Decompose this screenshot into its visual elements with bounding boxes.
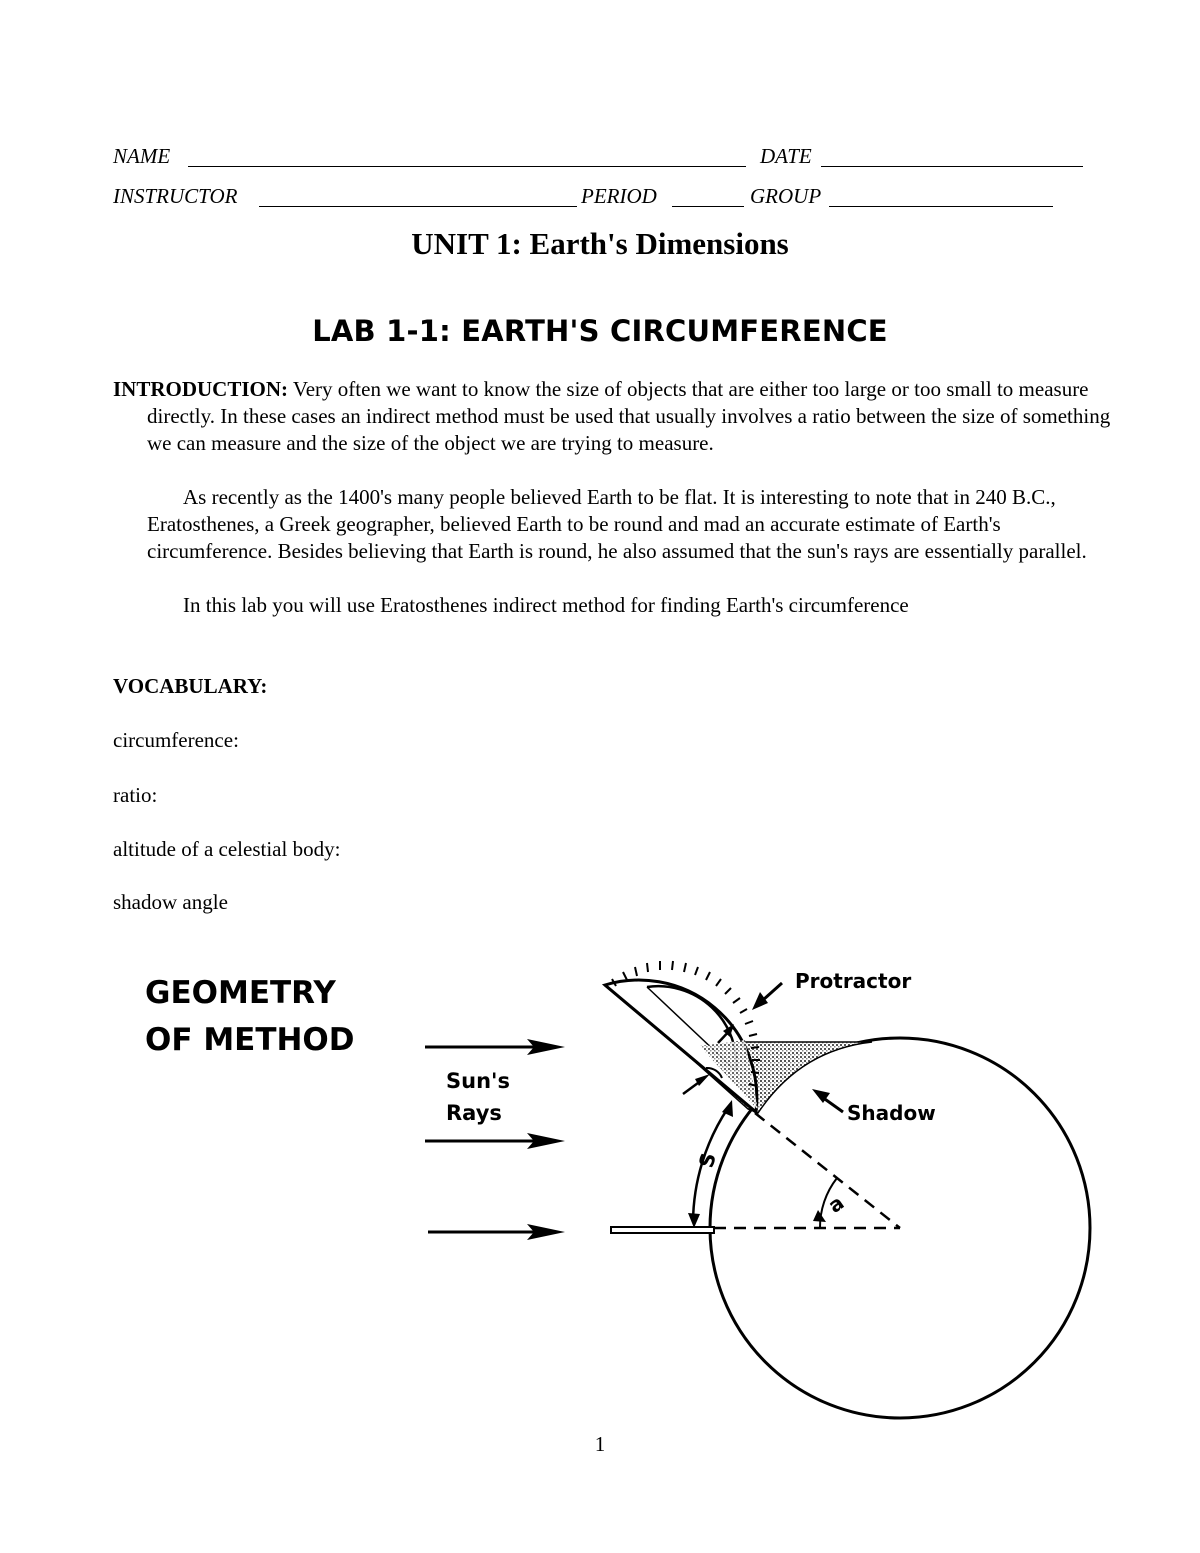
gnomon-stick-lower bbox=[611, 1227, 714, 1233]
period-label: PERIOD bbox=[581, 184, 657, 208]
instructor-label: INSTRUCTOR bbox=[113, 184, 238, 208]
introduction-paragraph bbox=[113, 376, 1127, 457]
introduction-text-1: Very often we want to know the size of objects that are either too large or too small to measure directly. In these cases an indirect method must be used that usually involves a ratio between the size of something we can measure and the size of the object we are trying to measure. bbox=[147, 377, 1111, 455]
vocab-item-ratio: ratio: bbox=[113, 783, 158, 807]
angle-label-a: a bbox=[823, 1190, 849, 1218]
sun-ray-arrow-middle bbox=[425, 1133, 565, 1149]
vocabulary-label: VOCABULARY: bbox=[113, 674, 268, 698]
introduction-paragraph-3: In this lab you will use Eratosthenes indirect method for finding Earth's circumference bbox=[183, 593, 909, 617]
group-label: GROUP bbox=[750, 184, 822, 208]
arc-label-s: S bbox=[693, 1150, 721, 1171]
introduction-paragraph-2: As recently as the 1400's many people believed Earth to be flat. It is interesting to note that in 240 B.C., Eratosthenes, a Greek geographer, believed Earth to be round and mad an accurate estimate of Earth's circumference. Besides believing that Earth is round, he also assumed that the sun's rays are essentially parallel. bbox=[147, 485, 1087, 563]
vocab-item-circumference: circumference: bbox=[113, 728, 239, 752]
sun-ray-arrow-top bbox=[425, 1039, 565, 1055]
period-field[interactable] bbox=[672, 206, 744, 207]
geometry-figure bbox=[0, 940, 1200, 1420]
figure-title-line1: GEOMETRY bbox=[145, 975, 336, 1011]
page-number: 1 bbox=[594, 1432, 606, 1456]
protractor-label: Protractor bbox=[795, 969, 912, 993]
vocab-item-altitude: altitude of a celestial body: bbox=[113, 837, 341, 861]
sun-rays-label-line2: Rays bbox=[446, 1101, 502, 1125]
lab-title: LAB 1-1: EARTH'S CIRCUMFERENCE bbox=[312, 314, 888, 348]
name-field[interactable] bbox=[188, 166, 746, 167]
figure-title-line2: OF METHOD bbox=[145, 1022, 355, 1058]
unit-title: UNIT 1: Earth's Dimensions bbox=[411, 226, 789, 261]
introduction-label: INTRODUCTION: bbox=[113, 377, 289, 401]
shadow-pointer-arrow bbox=[812, 1089, 843, 1112]
sun-ray-arrow-bottom bbox=[428, 1224, 565, 1240]
protractor bbox=[605, 961, 760, 1112]
radius-extension-dashed bbox=[755, 1113, 900, 1228]
shadow-label: Shadow bbox=[847, 1101, 936, 1125]
date-field[interactable] bbox=[821, 166, 1083, 167]
date-label: DATE bbox=[760, 144, 812, 168]
instructor-field[interactable] bbox=[259, 206, 577, 207]
name-label: NAME bbox=[113, 144, 171, 168]
sun-rays-label-line1: Sun's bbox=[446, 1069, 510, 1093]
vocab-item-shadow-angle: shadow angle bbox=[113, 890, 228, 914]
group-field[interactable] bbox=[829, 206, 1053, 207]
